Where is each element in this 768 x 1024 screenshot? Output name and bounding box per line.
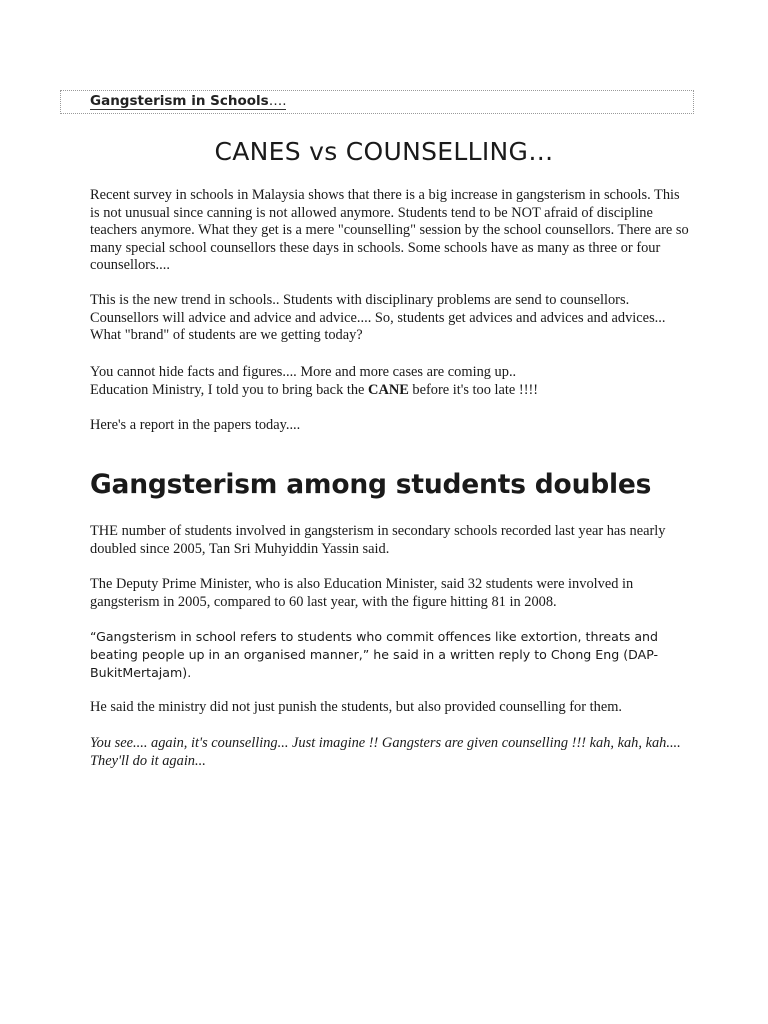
header-box (60, 90, 694, 114)
intro-paragraph-3-line-2 (90, 382, 690, 400)
intro-paragraph-4-text: Here's a report in the papers today.... (90, 417, 301, 433)
article-paragraph-2 (90, 576, 690, 611)
header-title (90, 93, 286, 110)
article-quote-text: “Gangsterism in school refers to students who commit offences like extortion, threats and beating people up in an organised manner,” he said in a written reply to Chong Eng (DAP-BukitMertajam). (90, 629, 659, 680)
line-2-before: Education Ministry, I told you to bring back the (90, 381, 369, 398)
header-title-text: Gangsterism in Schools (90, 93, 269, 109)
intro-paragraph-2-text: This is the new trend in schools.. Students with disciplinary problems are send to counsellors. Counsellors will advice and advice and advice.... So, students get advices and advices and advices... What "brand" of students are we getting today? (90, 292, 666, 343)
intro-paragraph-2 (90, 292, 690, 345)
article-paragraph-1 (90, 523, 690, 558)
intro-paragraph-4 (90, 417, 690, 435)
intro-paragraph-1 (90, 187, 690, 275)
line-2-after: before it's too late !!!! (408, 381, 539, 398)
cane-emphasis: CANE (368, 381, 409, 398)
author-comment (90, 735, 690, 770)
article-quote (90, 628, 690, 682)
article-paragraph-4 (90, 699, 690, 717)
article-paragraph-2-text: The Deputy Prime Minister, who is also Education Minister, said 32 students were involved in gangsterism in 2005, compared to 60 last year, with the figure hitting 81 in 2008. (90, 576, 634, 610)
author-comment-text: You see.... again, it's counselling... Just imagine !! Gangsters are given counselling !!! kah, kah, kah.... They'll do it again... (90, 735, 681, 769)
intro-paragraph-3 (90, 364, 690, 399)
main-title: CANES vs COUNSELLING… (214, 137, 554, 166)
article-paragraph-4-text: He said the ministry did not just punish the students, but also provided counselling for them. (90, 699, 622, 715)
article-paragraph-1-text: THE number of students involved in gangsterism in secondary schools recorded last year has nearly doubled since 2005, Tan Sri Muhyiddin Yassin said. (90, 523, 666, 557)
article-title: Gangsterism among students doubles (90, 469, 652, 500)
intro-paragraph-1-text: Recent survey in schools in Malaysia shows that there is a big increase in gangsterism in schools. This is not unusual since canning is not allowed anymore. Students tend to be NOT afraid of discipline teachers anymore. What they get is a mere "counselling" session by the school counsellors. There are so many special school counsellors these days in schools. Some schools have as many as three or four counsellors.... (90, 187, 689, 273)
intro-paragraph-3-line-1: You cannot hide facts and figures.... More and more cases are coming up.. (90, 364, 517, 380)
header-ellipsis: …. (268, 93, 287, 109)
